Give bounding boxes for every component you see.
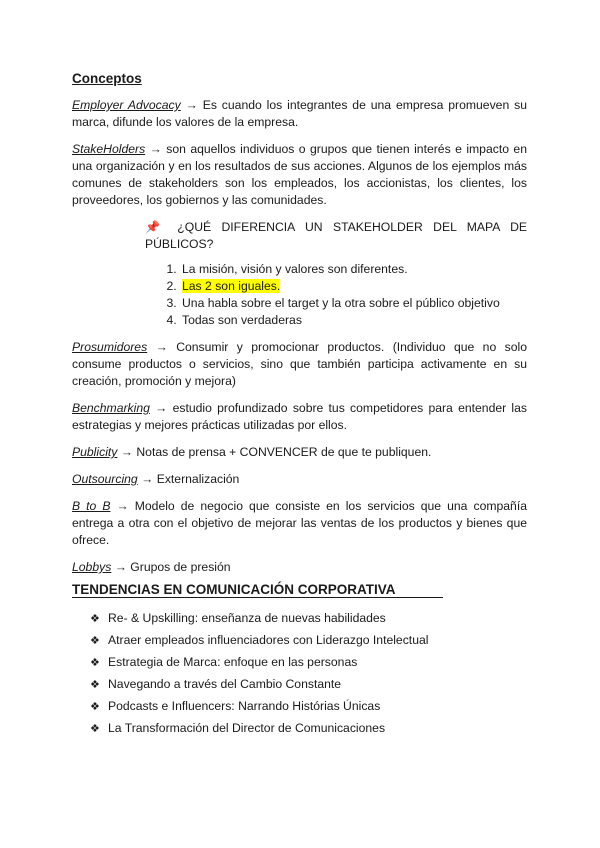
- answer-options: [72, 261, 527, 329]
- highlighted-answer: Las 2 son iguales.: [182, 279, 281, 293]
- diamond-bullet-icon: ❖: [90, 701, 100, 713]
- diamond-bullet-icon: ❖: [90, 613, 100, 625]
- definition-term: Publicity: [72, 445, 118, 459]
- definition-lobbys: [72, 559, 527, 576]
- definition-text: Modelo de negocio que consiste en los servicios que una compañía entrega a otra con el objetivo de mejorar las ventas de los productos y bienes que ofrece.: [72, 499, 527, 547]
- arrow-icon: →: [149, 401, 173, 415]
- question-text: ¿QUÉ DIFERENCIA UN STAKEHOLDER DEL MAPA DE PÚBLICOS?: [145, 220, 527, 251]
- quiz-question: [145, 219, 527, 253]
- trends-list: [72, 610, 527, 738]
- arrow-icon: →: [180, 98, 203, 112]
- definition-text: estudio profundizado sobre tus competidores para entender las estrategias y mejores prácticas utilizadas por ellos.: [72, 401, 527, 432]
- list-item: ❖ Podcasts e Influencers: Narrando Histórias Únicas: [90, 698, 527, 716]
- definition-term: Lobbys: [72, 560, 112, 574]
- definition-term: Prosumidores: [72, 340, 148, 354]
- definition-prosumidores: [72, 339, 527, 390]
- diamond-bullet-icon: ❖: [90, 723, 100, 735]
- definition-term: Outsourcing: [72, 472, 138, 486]
- list-item: ❖ Navegando a través del Cambio Constante: [90, 676, 527, 694]
- section-title: TENDENCIAS EN COMUNICACIÓN CORPORATIVA: [72, 582, 443, 598]
- definition-outsourcing: [72, 471, 527, 488]
- arrow-icon: →: [137, 472, 157, 486]
- arrow-icon: →: [147, 340, 177, 354]
- pushpin-icon: 📌: [145, 220, 167, 234]
- list-item: ❖ Atraer empleados influenciadores con Liderazgo Intelectual: [90, 632, 527, 650]
- definition-benchmarking: [72, 400, 527, 434]
- list-item: ❖ Re- & Upskilling: enseñanza de nuevas habilidades: [90, 610, 527, 628]
- definition-term: Employer Advocacy: [72, 98, 181, 112]
- definition-text: Notas de prensa + CONVENCER de que te publiquen.: [136, 445, 432, 459]
- definition-term: StakeHolders: [72, 142, 146, 156]
- answer-option: 1. La misión, visión y valores son diferentes.: [180, 261, 527, 278]
- diamond-bullet-icon: ❖: [90, 679, 100, 691]
- definition-employer-advocacy: [72, 97, 527, 131]
- definition-term: Benchmarking: [72, 401, 150, 415]
- answer-option-highlighted: [180, 278, 527, 295]
- definition-text: Externalización: [156, 472, 240, 486]
- definition-text: Es cuando los integrantes de una empresa promueven su marca, difunde los valores de la empresa.: [72, 98, 527, 129]
- definition-text: son aquellos individuos o grupos que tienen interés e impacto en una organización y en los resultados de sus acciones. Algunos de los ejemplos más comunes de stakeholders son los empleados, los accionistas, los clientes, los proveedores, los gobiernos y las comunidades.: [72, 142, 527, 207]
- list-item: ❖ La Transformación del Director de Comunicaciones: [90, 720, 527, 738]
- document-page: [72, 70, 527, 742]
- definition-b-to-b: [72, 498, 527, 549]
- definition-text: Consumir y promocionar productos. (Individuo que no solo consume productos o servicios, sino que también participa activamente en su creación, promoción y mejora): [72, 340, 527, 388]
- diamond-bullet-icon: ❖: [90, 635, 100, 647]
- definition-stakeholders: [72, 141, 527, 209]
- diamond-bullet-icon: ❖: [90, 657, 100, 669]
- definition-text: Grupos de presión: [130, 560, 231, 574]
- page-title: Conceptos: [72, 71, 142, 86]
- definition-publicity: [72, 444, 527, 461]
- list-item: ❖ Estrategia de Marca: enfoque en las personas: [90, 654, 527, 672]
- arrow-icon: →: [117, 445, 137, 459]
- arrow-icon: →: [110, 499, 135, 513]
- arrow-icon: →: [111, 560, 131, 574]
- answer-option: 3. Una habla sobre el target y la otra sobre el público objetivo: [180, 295, 527, 312]
- definition-term: B to B: [72, 499, 111, 513]
- arrow-icon: →: [145, 142, 167, 156]
- answer-option: 4. Todas son verdaderas: [180, 312, 527, 329]
